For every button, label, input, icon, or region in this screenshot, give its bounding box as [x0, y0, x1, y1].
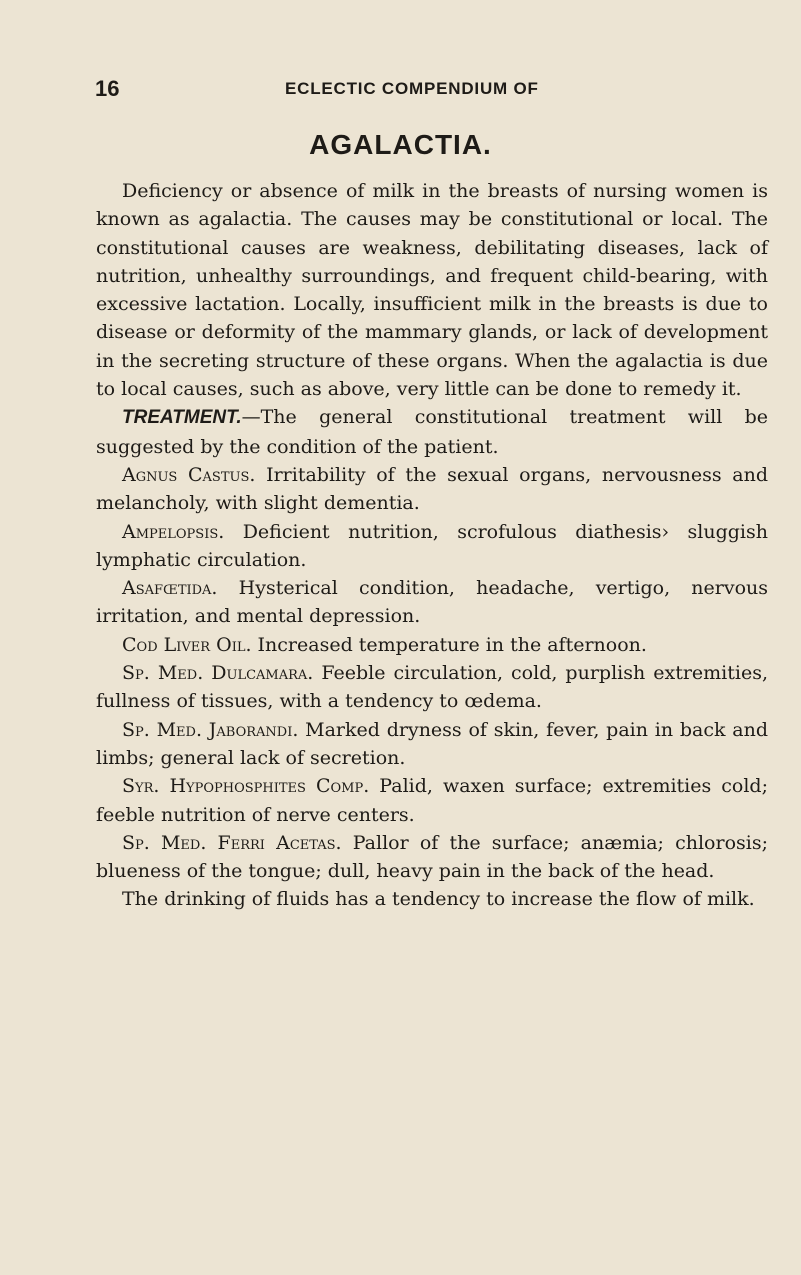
section-title: AGALACTIA. — [309, 129, 492, 160]
remedy-name: Sp. Med. Jaborandi. — [122, 718, 299, 741]
remedy-text: Feeble circulation, cold, purplish extremities, fullness of tissues, with a tendency to œdema. — [96, 662, 768, 713]
remedy-name: Syr. Hypophosphites Comp. — [122, 775, 370, 798]
page-number: 16 — [95, 76, 120, 101]
remedy-paragraph — [96, 461, 768, 518]
remedy-name: Ampelopsis. — [122, 520, 225, 543]
remedy-text: Increased temperature in the afternoon. — [251, 633, 647, 656]
remedy-text: Palid, waxen surface; extremities cold; feeble nutrition of nerve centers. — [96, 775, 768, 826]
remedy-paragraph — [96, 772, 768, 829]
remedy-text: Irritability of the sexual organs, nervousness and melancholy, with slight dementia. — [96, 463, 768, 515]
remedy-name: Cod Liver Oil. — [122, 633, 252, 656]
remedy-text: Deficient nutrition, scrofulous diathesis› sluggish lymphatic circulation. — [96, 520, 768, 571]
intro-paragraph: Deficiency or absence of milk in the breasts of nursing women is known as agalactia. The causes may be constitutional or local. The constitutional causes are weakness, debilitating diseases, lack of nutrition, unhealthy surroundings, and frequent child-bearing, with excessive lactation. Locally, insufficient milk in the breasts is due to disease or deformity of the mammary glands, or lack of development in the secreting structure of these organs. When the agalactia is due to local causes, such as above, very little can be done to remedy it. — [96, 180, 768, 401]
remedy-text: Marked dryness of skin, fever, pain in back and limbs; general lack of secretion. — [96, 718, 768, 769]
remedy-name: Sp. Med. Ferri Acetas. — [122, 831, 342, 854]
article-body — [96, 177, 768, 914]
remedy-paragraph — [96, 716, 768, 773]
remedy-paragraph — [96, 574, 768, 631]
remedy-text: Pallor of the surface; anæmia; chlorosis; blueness of the tongue; dull, heavy pain in the back of the head. — [96, 831, 768, 883]
remedy-paragraph — [96, 518, 768, 575]
running-head: ECLECTIC COMPENDIUM OF — [285, 79, 539, 98]
remedy-text: Hysterical condition, headache, vertigo, nervous irritation, and mental depression. — [96, 577, 768, 628]
treatment-paragraph — [96, 403, 768, 461]
remedy-name: Asafœtida. — [122, 577, 218, 600]
treatment-text: —The general constitutional treatment will be suggested by the condition of the patient. — [96, 406, 768, 458]
closing-paragraph: The drinking of fluids has a tendency to increase the flow of milk. — [122, 888, 755, 911]
remedy-paragraph — [96, 829, 768, 886]
remedy-paragraph — [96, 659, 768, 716]
treatment-label: TREATMENT. — [122, 407, 242, 429]
remedy-paragraph — [96, 631, 768, 659]
remedy-name: Sp. Med. Dulcamara. — [122, 662, 314, 685]
remedy-name: Agnus Castus. — [122, 463, 256, 486]
